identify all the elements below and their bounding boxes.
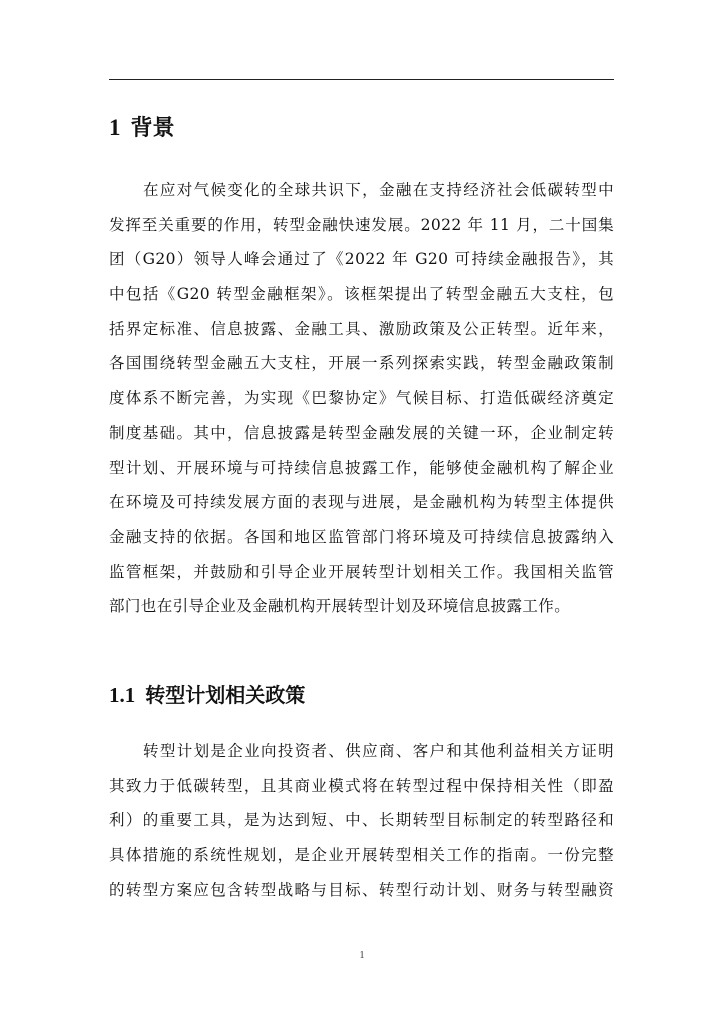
paragraph-line: 各国围绕转型金融五大支柱，开展一系列探索实践，转型金融政策制 — [109, 354, 614, 373]
paragraph-line: 具体措施的系统性规划，是企业开展转型相关工作的指南。一份完整 — [109, 846, 614, 865]
paragraph-line: 型计划、开展环境与可持续信息披露工作，能够使金融机构了解企业 — [109, 458, 614, 477]
section-number: 1 — [109, 115, 121, 140]
paragraph-line: 制度基础。其中，信息披露是转型金融发展的关键一环，企业制定转 — [109, 423, 614, 442]
paragraph-line: 中包括《G20 转型金融框架》。该框架提出了转型金融五大支柱，包 — [109, 285, 614, 304]
paragraph-line: 金融支持的依据。各国和地区监管部门将环境及可持续信息披露纳入 — [109, 527, 614, 546]
section-title: 转型计划相关政策 — [145, 683, 306, 707]
section-title: 背景 — [130, 115, 175, 141]
section-heading-background — [109, 110, 175, 146]
paragraph-line: 转型计划是企业向投资者、供应商、客户和其他利益相关方证明 — [143, 742, 614, 760]
paragraph-line: 在环境及可持续发展方面的表现与进展，是金融机构为转型主体提供 — [109, 493, 614, 512]
section-body-transition-plan-policy — [109, 734, 614, 907]
section-number: 1.1 — [109, 683, 136, 707]
paragraph-line: 度体系不断完善，为实现《巴黎协定》气候目标、打造低碳经济奠定 — [109, 389, 614, 408]
paragraph-line: 括界定标准、信息披露、金融工具、激励政策及公正转型。近年来， — [109, 319, 614, 338]
paragraph-line: 监管框架，并鼓励和引导企业开展转型计划相关工作。我国相关监管 — [109, 562, 614, 581]
header-rule — [109, 79, 614, 80]
paragraph-line: 其致力于低碳转型，且其商业模式将在转型过程中保持相关性（即盈 — [109, 776, 614, 795]
section-heading-transition-plan-policy — [109, 678, 305, 712]
paragraph-line: 利）的重要工具，是为达到短、中、长期转型目标制定的转型路径和 — [109, 811, 614, 830]
paragraph-line: 的转型方案应包含转型战略与目标、转型行动计划、财务与转型融资 — [109, 880, 614, 899]
paragraph-line: 发挥至关重要的作用，转型金融快速发展。2022 年 11 月，二十国集 — [109, 215, 614, 234]
paragraph-line: 部门也在引导企业及金融机构开展转型计划及环境信息披露工作。 — [109, 597, 571, 616]
paragraph-line: 在应对气候变化的全球共识下，金融在支持经济社会低碳转型中 — [143, 181, 614, 199]
paragraph-line: 团（G20）领导人峰会通过了《2022 年 G20 可持续金融报告》，其 — [109, 250, 614, 269]
page-number: 1 — [359, 950, 365, 961]
section-body-background — [109, 173, 614, 624]
